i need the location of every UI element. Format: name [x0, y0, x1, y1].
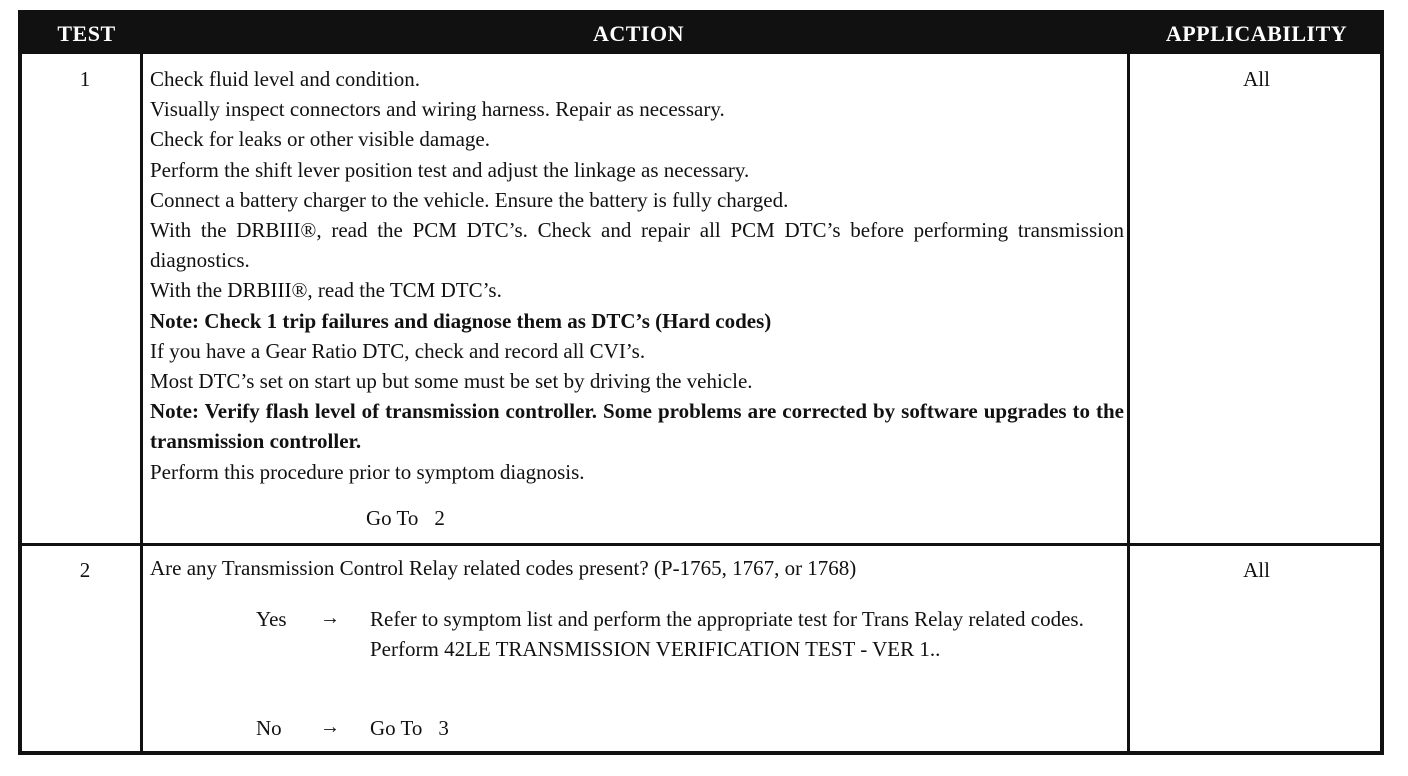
row-divider	[22, 543, 1380, 546]
header-test: TEST	[57, 21, 116, 46]
goto-label: Go To	[366, 506, 419, 530]
yes-label: Yes	[256, 607, 287, 631]
goto-target: 2	[434, 506, 445, 530]
yes-result-line: Perform 42LE TRANSMISSION VERIFICATION TEST - VER 1..	[370, 637, 941, 662]
action-line: Perform this procedure prior to symptom diagnosis.	[150, 459, 585, 484]
test-number-1: 1	[79, 67, 91, 91]
action-line: With the DRBIII®, read the PCM DTC’s. Check and repair all PCM DTC’s before performing transmission diagnostics.	[150, 218, 1124, 273]
column-divider	[140, 54, 143, 751]
goto-label: Go To	[370, 716, 423, 740]
question-2: Are any Transmission Control Relay related codes present? (P-1765, 1767, or 1768)	[150, 556, 857, 580]
applicability-2: All	[1243, 558, 1270, 582]
note-line: Note: Verify flash level of transmission controller. Some problems are corrected by software upgrades to the transmission controller.	[150, 399, 1124, 454]
arrow-right-icon: →	[320, 716, 340, 738]
diagnostic-procedure-table	[18, 10, 1384, 755]
applicability-1: All	[1243, 67, 1270, 91]
goto-step-2[interactable]	[366, 506, 445, 531]
header-action: ACTION	[592, 21, 684, 46]
goto-target: 3	[438, 716, 449, 740]
header-applicability: APPLICABILITY	[1165, 21, 1348, 46]
action-line: Visually inspect connectors and wiring harness. Repair as necessary.	[150, 97, 725, 122]
yes-result	[370, 604, 1130, 664]
table-header	[22, 14, 1380, 54]
goto-step-3[interactable]	[370, 716, 449, 741]
action-line: Check for leaks or other visible damage.	[150, 127, 490, 152]
action-line: If you have a Gear Ratio DTC, check and record all CVI’s.	[150, 338, 646, 363]
action-line: Check fluid level and condition.	[150, 67, 421, 91]
action-cell-1	[150, 64, 1124, 487]
action-line: With the DRBIII®, read the TCM DTC’s.	[150, 278, 502, 303]
note-line: Note: Check 1 trip failures and diagnose them as DTC’s (Hard codes)	[150, 308, 772, 333]
action-line: Perform the shift lever position test and adjust the linkage as necessary.	[150, 157, 750, 182]
test-number-2: 2	[79, 558, 91, 582]
action-line: Most DTC’s set on start up but some must be set by driving the vehicle.	[150, 369, 753, 394]
arrow-right-icon: →	[320, 607, 340, 629]
no-label: No	[256, 716, 282, 740]
yes-result-line: Refer to symptom list and perform the appropriate test for Trans Relay related codes.	[370, 607, 1084, 631]
action-line: Connect a battery charger to the vehicle. Ensure the battery is fully charged.	[150, 187, 789, 212]
